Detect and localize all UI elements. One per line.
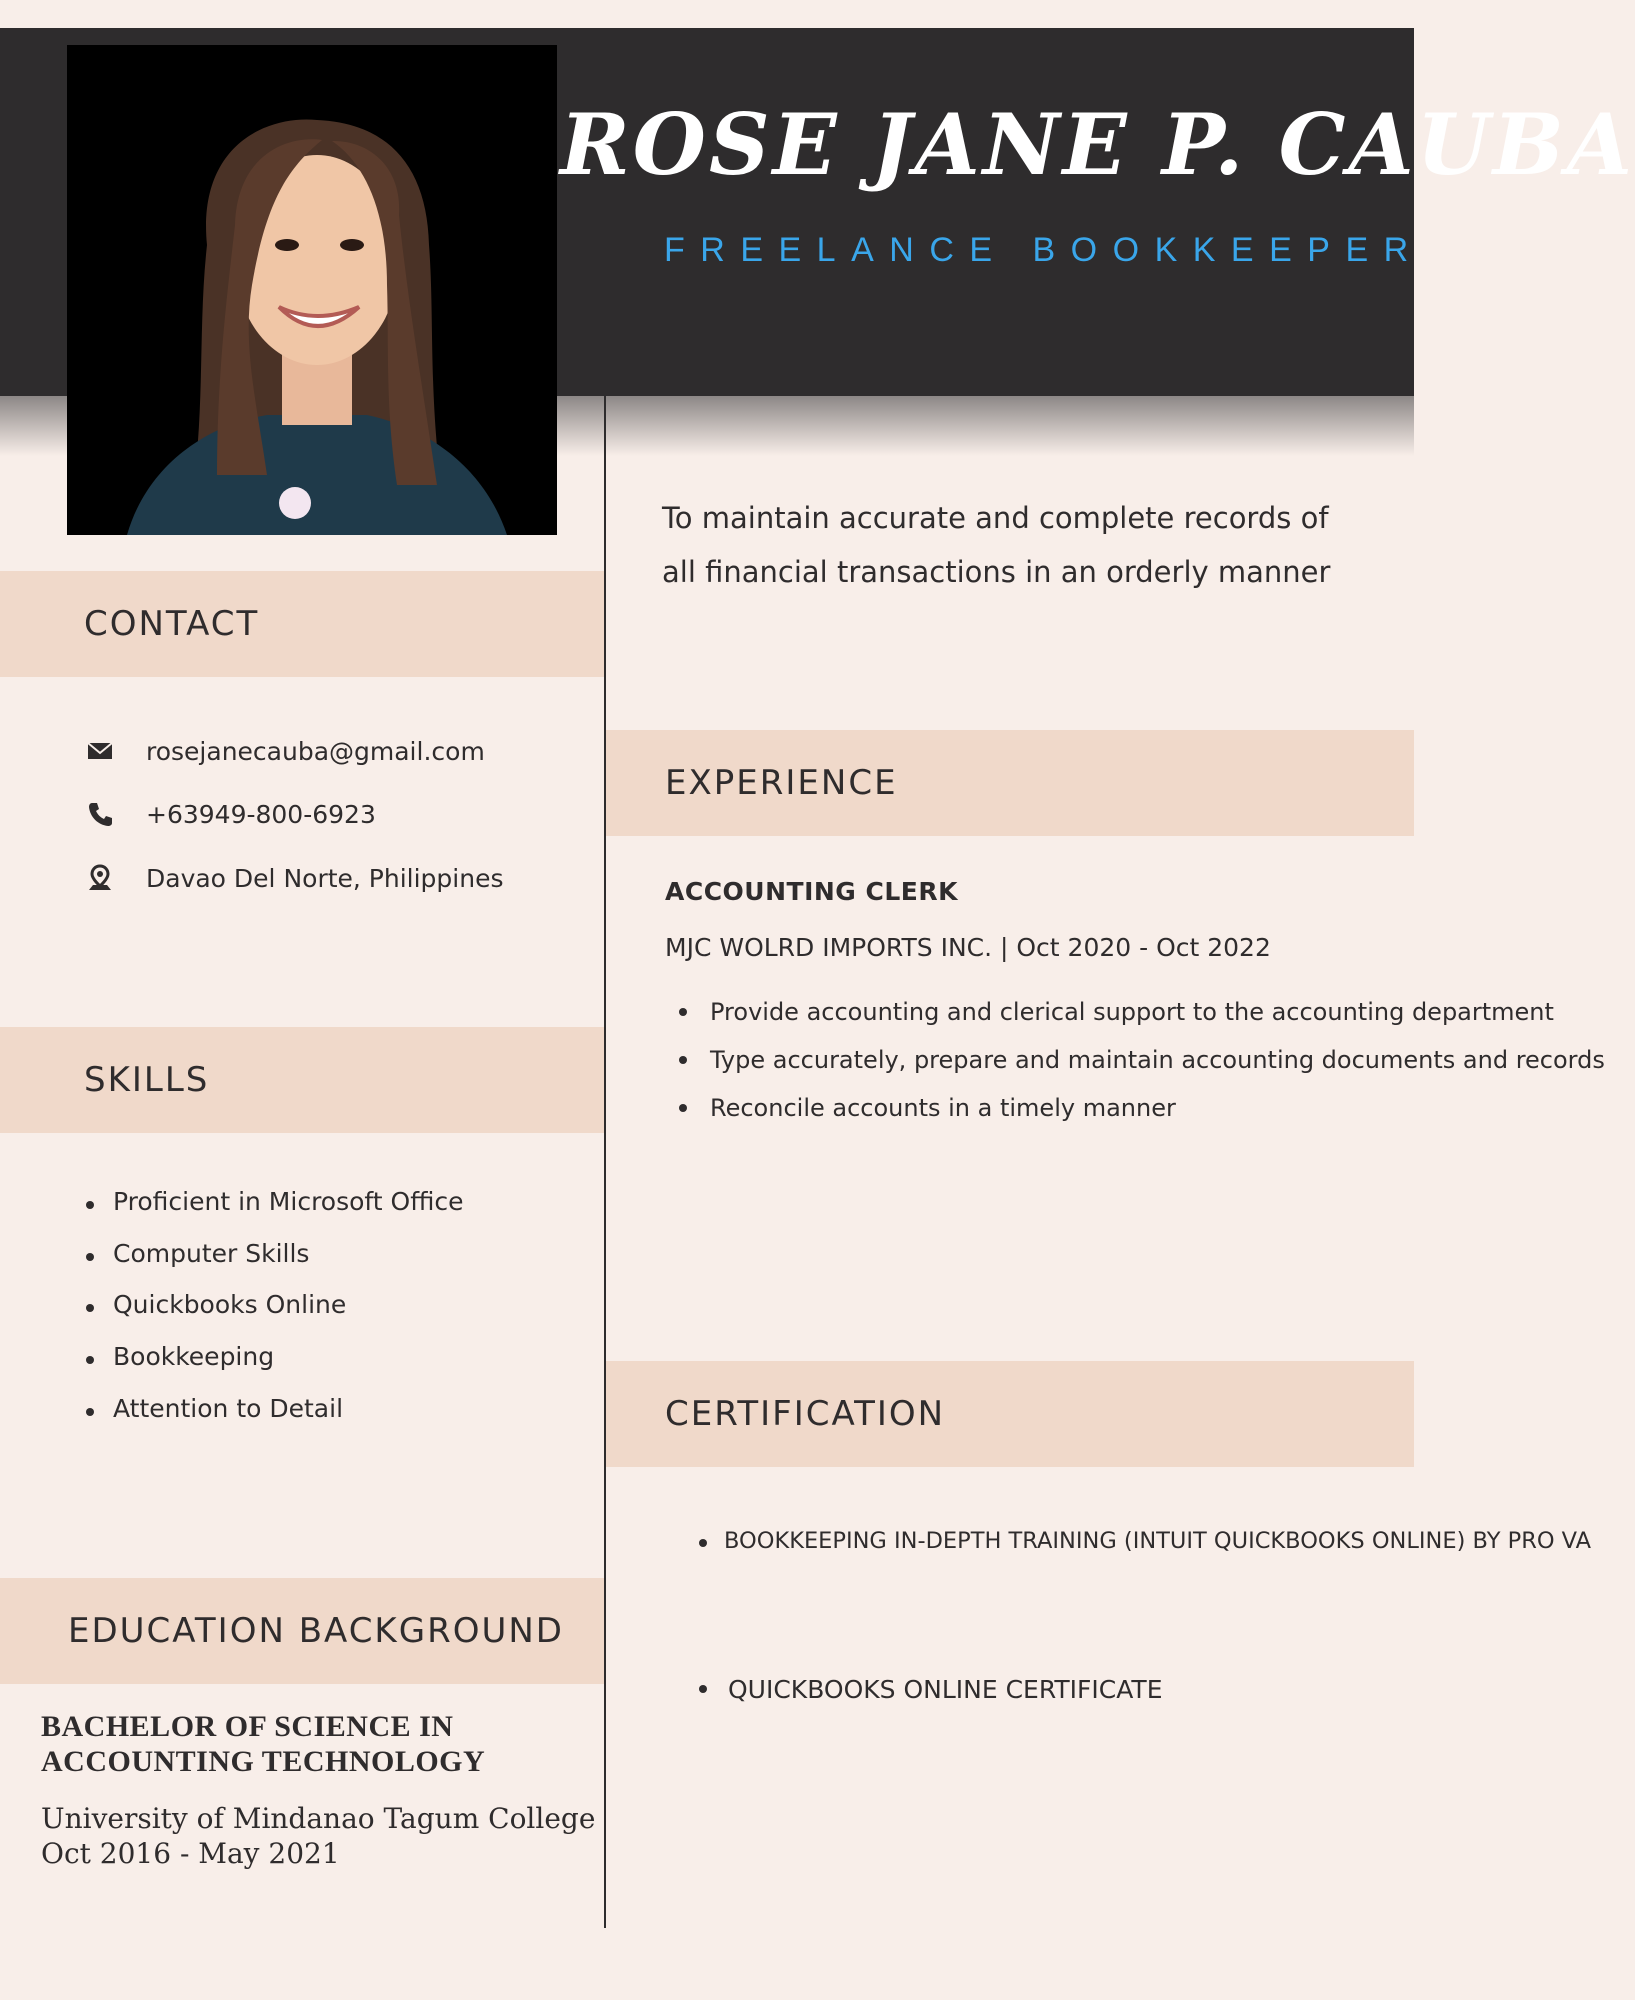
- certification-heading: CERTIFICATION: [665, 1394, 946, 1434]
- certification-section-header: [606, 1361, 1414, 1467]
- envelope-icon: [86, 737, 114, 765]
- contact-phone-row[interactable]: [86, 794, 376, 834]
- certification-item: BOOKKEEPING IN-DEPTH TRAINING (INTUIT QUICKBOOKS ONLINE) BY PRO VA: [724, 1528, 1592, 1554]
- experience-section-header: [606, 730, 1414, 836]
- contact-location-row: [86, 858, 504, 898]
- duty-item: Provide accounting and clerical support to the accounting department: [710, 988, 1330, 1036]
- experience-duties-list: [710, 988, 1605, 1132]
- column-divider: [604, 396, 606, 1928]
- certification-list-1: [724, 1528, 1592, 1555]
- contact-heading: CONTACT: [84, 604, 260, 644]
- candidate-name: ROSE JANE P. CAUBA: [560, 95, 1635, 194]
- experience-heading: EXPERIENCE: [665, 763, 898, 803]
- skill-item: Attention to Detail: [113, 1394, 464, 1446]
- skills-section-header: [0, 1027, 604, 1133]
- career-objective: To maintain accurate and complete records of all financial transactions in an orderly manner: [662, 501, 1331, 589]
- job-title-headline: FREELANCE BOOKKEEPER: [664, 231, 1424, 269]
- education-dates: Oct 2016 - May 2021: [41, 1837, 340, 1870]
- phone-icon: [86, 800, 114, 828]
- skills-list: [113, 1187, 464, 1445]
- education-section-header: [0, 1578, 604, 1684]
- certification-item: QUICKBOOKS ONLINE CERTIFICATE: [728, 1669, 1328, 1710]
- contact-section-header: [0, 571, 604, 677]
- skill-item: Proficient in Microsoft Office: [113, 1187, 464, 1239]
- contact-email[interactable]: rosejanecauba@gmail.com: [146, 736, 485, 766]
- education-heading: EDUCATION BACKGROUND: [68, 1611, 564, 1651]
- duty-item: Type accurately, prepare and maintain accounting documents and records: [710, 1036, 1330, 1084]
- skill-item: Quickbooks Online: [113, 1290, 464, 1342]
- experience-company: MJC WOLRD IMPORTS INC. | Oct 2020 - Oct 2022: [665, 933, 1271, 962]
- skills-heading: SKILLS: [84, 1060, 210, 1100]
- contact-email-row[interactable]: [86, 731, 485, 771]
- contact-phone[interactable]: +63949-800-6923: [146, 799, 376, 829]
- skill-item: Bookkeeping: [113, 1342, 464, 1394]
- location-pin-icon: [86, 864, 114, 892]
- contact-location: Davao Del Norte, Philippines: [146, 863, 504, 893]
- duty-item: Reconcile accounts in a timely manner: [710, 1084, 1330, 1132]
- education-degree: BACHELOR OF SCIENCE IN ACCOUNTING TECHNOLOGY: [41, 1710, 486, 1778]
- experience-job-title: ACCOUNTING CLERK: [665, 877, 958, 906]
- skill-item: Computer Skills: [113, 1239, 464, 1291]
- profile-photo: [67, 45, 557, 535]
- education-school: University of Mindanao Tagum College: [41, 1802, 596, 1835]
- certification-list-2: [728, 1669, 1328, 1710]
